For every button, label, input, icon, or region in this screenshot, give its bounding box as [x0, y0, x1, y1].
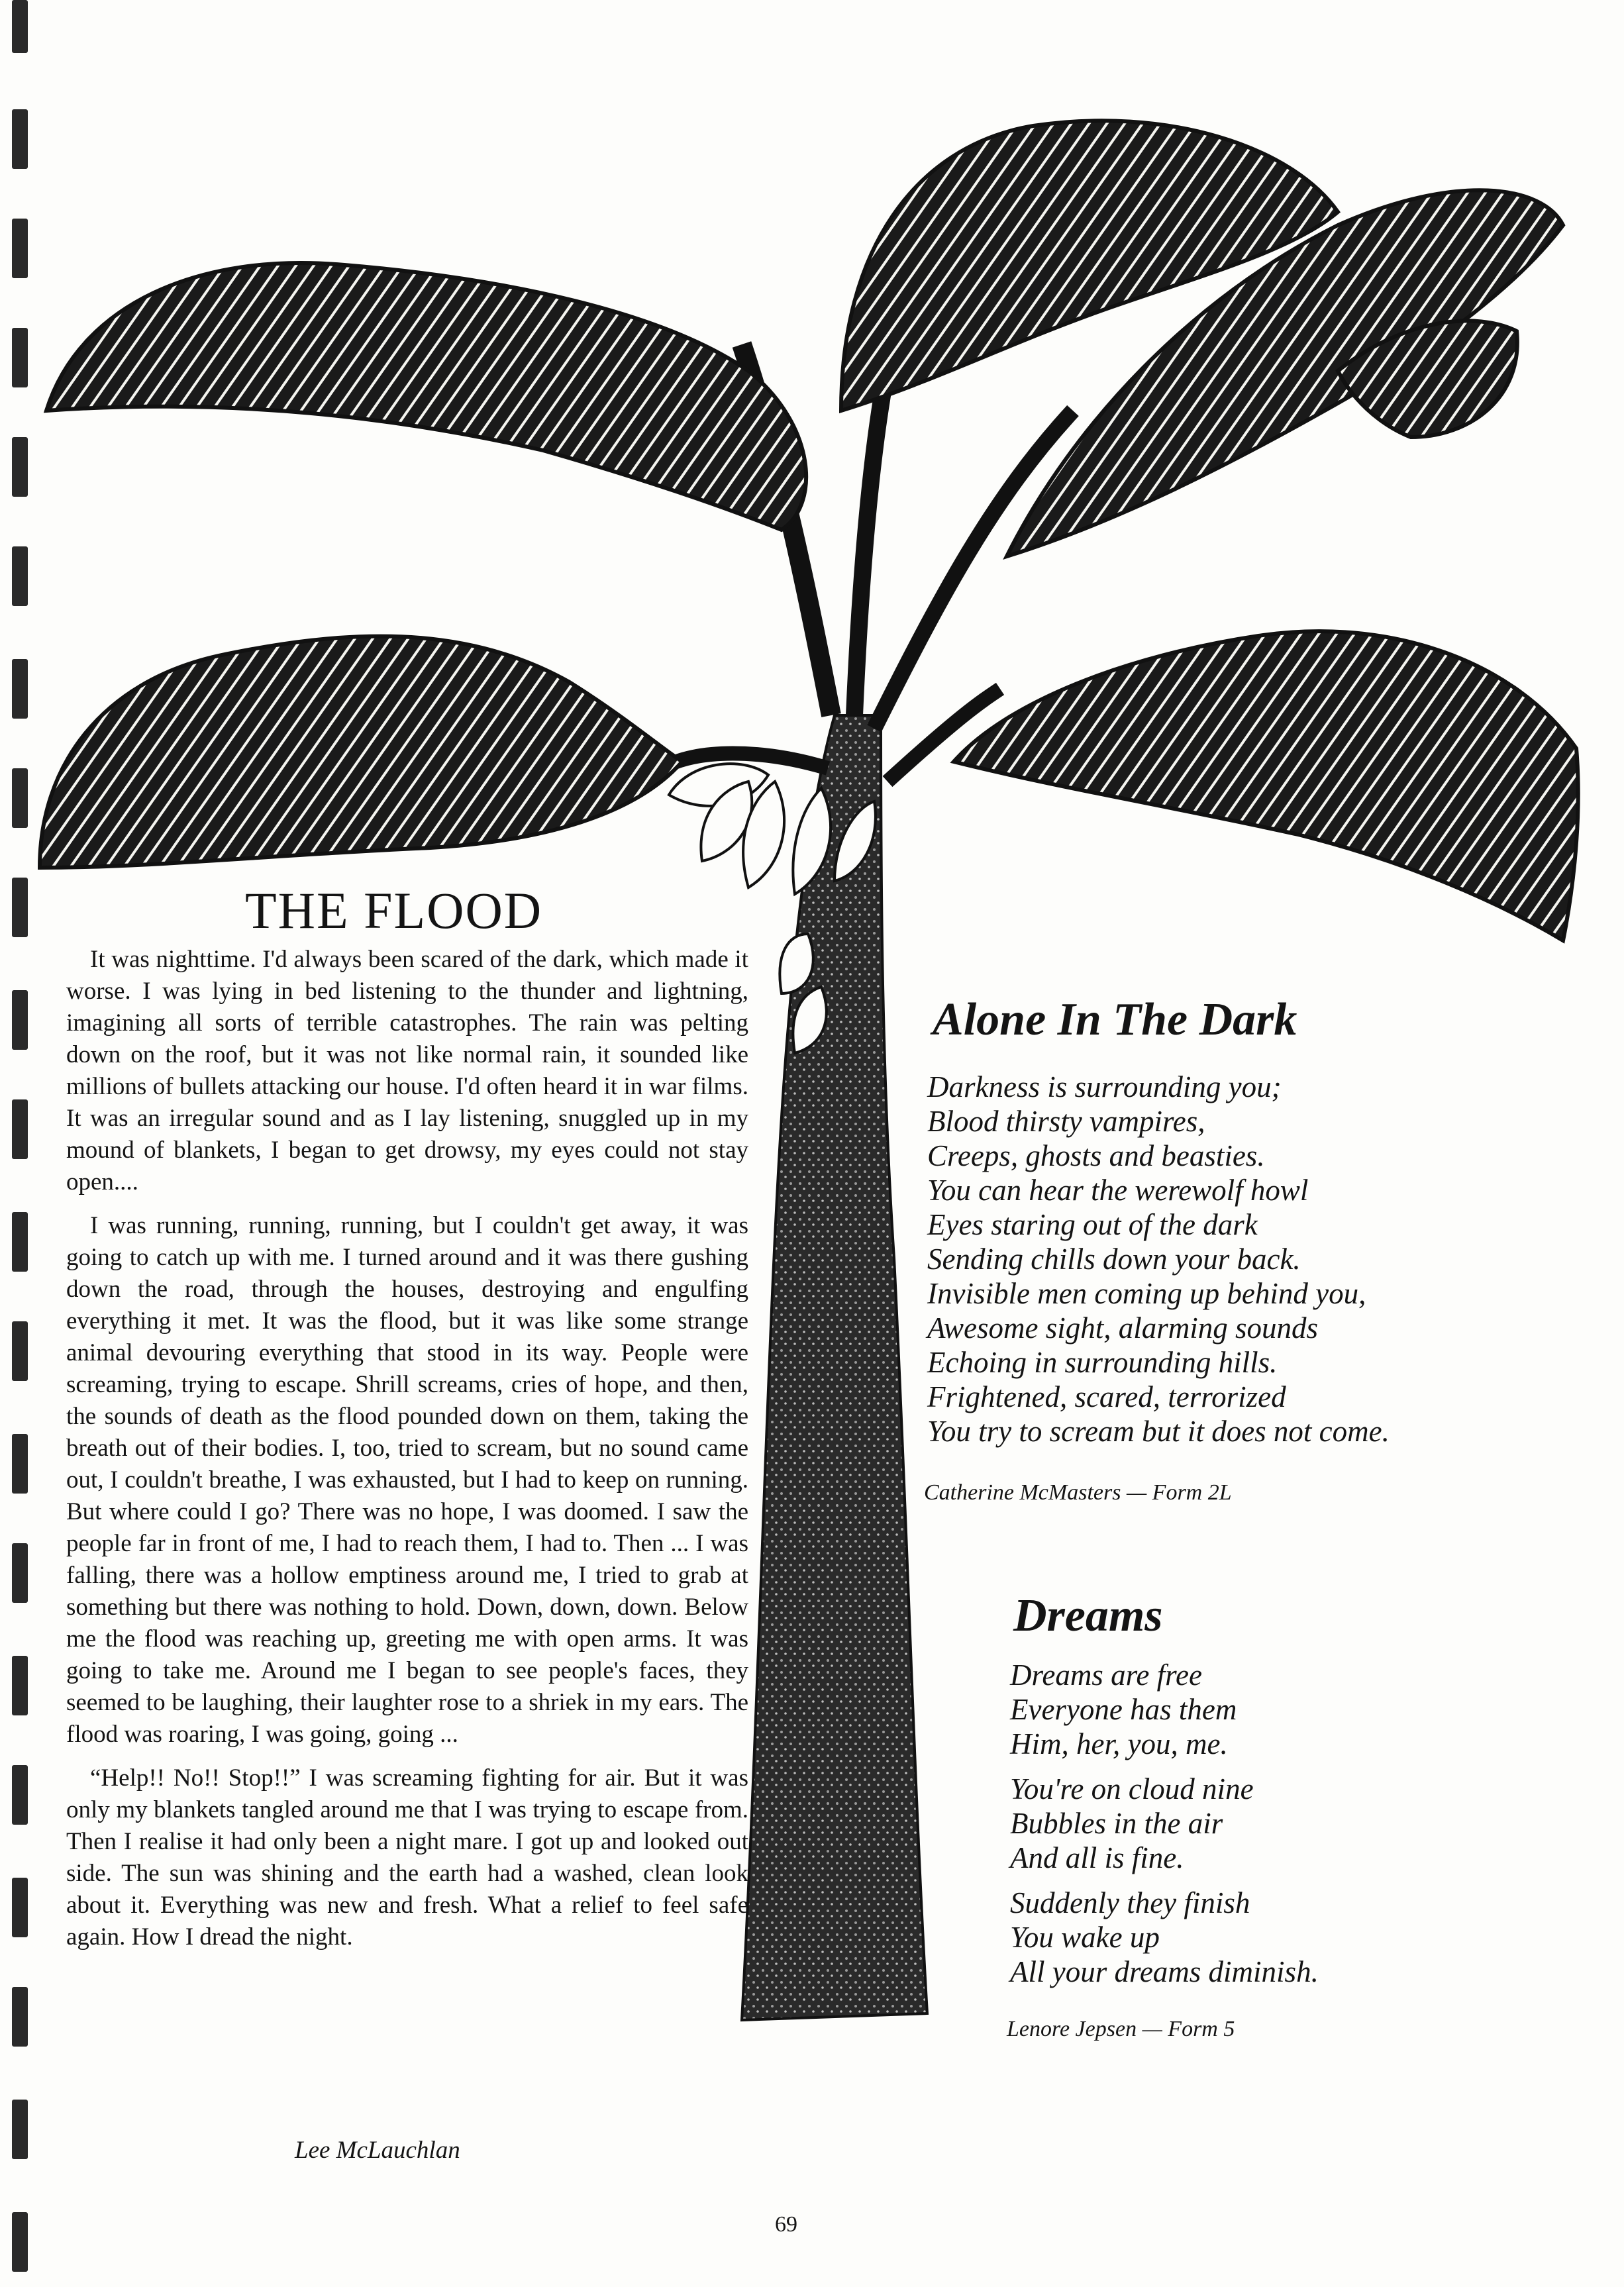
banana-leaf [954, 631, 1578, 940]
poem-author: Lenore Jepsen — Form 5 [1007, 2017, 1235, 2041]
story-paragraph: “Help!! No!! Stop!!” I was screaming fighting for air. But it was only my blankets tangled around me that I was trying to escape from. Then I realise it had only been a night mare. I got up and looked out side. The sun was shining and the earth had a washed, clean look about it. Everything was new and fresh. What a relief to feel safe again. How I dread the night. [66, 1764, 748, 1951]
poem-line: All your dreams diminish. [1010, 1955, 1319, 1988]
poem-line: You wake up [1010, 1921, 1160, 1954]
poem-line: You're on cloud nine [1010, 1772, 1254, 1805]
poem-line: Frightened, scared, terrorized [927, 1380, 1286, 1413]
poem-line: Darkness is surrounding you; [927, 1070, 1282, 1103]
poem-line: Invisible men coming up behind you, [927, 1277, 1366, 1310]
poem-line: Bubbles in the air [1010, 1807, 1223, 1840]
story-title: THE FLOOD [245, 882, 543, 939]
story-author: Lee McLauchlan [295, 2137, 460, 2164]
poem-line: You try to scream but it does not come. [927, 1415, 1390, 1448]
poem-line: You can hear the werewolf howl [927, 1174, 1309, 1207]
stanza-gap [1010, 1761, 1319, 1772]
poem-title: Dreams [1013, 1590, 1163, 1641]
poem-line: Sending chills down your back. [927, 1243, 1301, 1276]
leaf-stem [874, 411, 1073, 729]
poem-author: Catherine McMasters — Form 2L [924, 1480, 1232, 1505]
poem-line: Everyone has them [1010, 1693, 1237, 1726]
stanza-gap [1010, 1875, 1319, 1886]
poem-lines [927, 1070, 1390, 1448]
tree-trunk [742, 715, 927, 2020]
poem-line: Suddenly they finish [1010, 1886, 1250, 1919]
poem-line: Dreams are free [1010, 1658, 1202, 1692]
poem-line: Eyes staring out of the dark [927, 1208, 1258, 1241]
poem-line: And all is fine. [1010, 1841, 1184, 1874]
poem-line: Him, her, you, me. [1010, 1727, 1228, 1760]
story-body [66, 944, 748, 1965]
poem-line: Blood thirsty vampires, [927, 1105, 1205, 1138]
banana-leaf [40, 636, 682, 868]
page-number: 69 [775, 2212, 797, 2237]
story-paragraph: It was nighttime. I'd always been scared of the dark, which made it worse. I was lying in bed listening to the thunder and lightning, imagining all sorts of terrible catastrophes. The rain was pelting down on the roof, but it was not like normal rain, it sounded like millions of bullets attacking our house. I'd often heard it in war films. It was an irregular sound and as I lay listening, snuggled up in my mound of blankets, I began to get drowsy, my eyes could not stay open.... [66, 946, 748, 1195]
banana-leaf [46, 263, 806, 530]
poem-line: Awesome sight, alarming sounds [927, 1311, 1319, 1345]
story-paragraph: I was running, running, running, but I couldn't get away, it was going to catch up with me. I turned around and it was there gushing down the road, through the houses, destroying and engulfing everything it met. It was the flood, but it was like some strange animal devouring everything that stood in its way. People were screaming, trying to escape. Shrill screams, cries of hope, and then, the sounds of death as the flood pounded down on them, taking the breath out of their bodies. I, too, tried to scream, but no sound came out, I couldn't breathe, I was exhausted, but I had to keep on running. But where could I go? There was no hope, I was doomed. I saw the people far in front of me, I had to reach them, I had to. Then ... I was falling, there was a hollow emptiness around me, I tried to grab at something but there was nothing to hold. Down, down, down. Below me the flood was reaching up, greeting me with open arms. It was going to take me. Around me I began to see people's faces, they seemed to be laughing, their laughter rose to a shriek in my ears. The flood was roaring, I was going, going ... [66, 1212, 748, 1748]
poem-title: Alone In The Dark [933, 994, 1297, 1045]
poem-lines [1010, 1658, 1319, 1989]
poem-line: Echoing in surrounding hills. [927, 1346, 1278, 1379]
poem-line: Creeps, ghosts and beasties. [927, 1139, 1265, 1172]
